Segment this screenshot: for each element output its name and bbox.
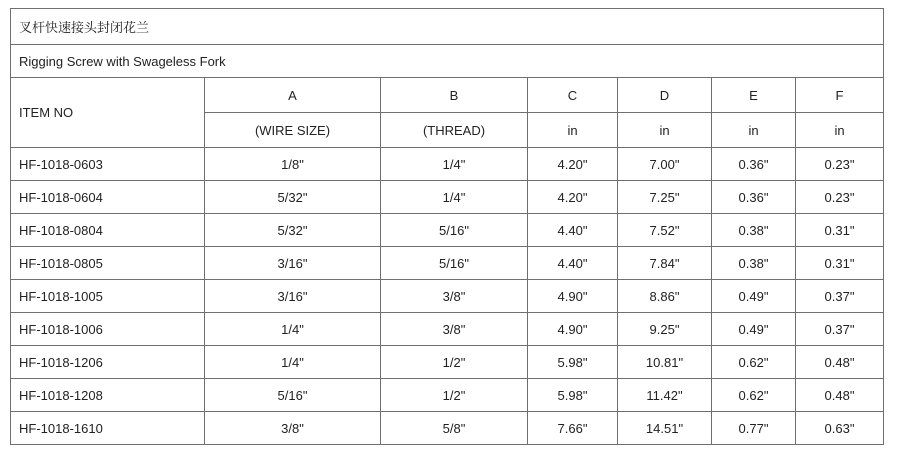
thread-size-cell: 3/8" bbox=[381, 313, 528, 346]
column-header-e: E bbox=[712, 78, 796, 113]
item-number-cell: HF-1018-0805 bbox=[11, 247, 205, 280]
column-header-d: D bbox=[618, 78, 712, 113]
dimension-e-cell: 0.36" bbox=[712, 181, 796, 214]
dimension-d-cell: 14.51" bbox=[618, 412, 712, 445]
table-row bbox=[11, 214, 884, 247]
dimension-e-cell: 0.36" bbox=[712, 148, 796, 181]
subtitle-row bbox=[11, 45, 884, 78]
dimension-e-cell: 0.62" bbox=[712, 379, 796, 412]
column-letter-row bbox=[11, 78, 884, 113]
thread-size-cell: 1/4" bbox=[381, 181, 528, 214]
thread-size-cell: 5/16" bbox=[381, 247, 528, 280]
wire-size-cell: 1/4" bbox=[205, 313, 381, 346]
dimension-f-cell: 0.48" bbox=[796, 346, 884, 379]
dimension-d-cell: 9.25" bbox=[618, 313, 712, 346]
column-header-a: A bbox=[205, 78, 381, 113]
dimension-c-cell: 4.90" bbox=[528, 313, 618, 346]
title-row bbox=[11, 9, 884, 45]
column-header-b: B bbox=[381, 78, 528, 113]
column-unit-d: in bbox=[618, 113, 712, 148]
wire-size-cell: 3/16" bbox=[205, 247, 381, 280]
column-unit-e: in bbox=[712, 113, 796, 148]
column-unit-f: in bbox=[796, 113, 884, 148]
thread-size-cell: 1/4" bbox=[381, 148, 528, 181]
table-row bbox=[11, 412, 884, 445]
dimension-c-cell: 5.98" bbox=[528, 379, 618, 412]
dimension-c-cell: 4.40" bbox=[528, 214, 618, 247]
dimension-d-cell: 7.52" bbox=[618, 214, 712, 247]
dimension-f-cell: 0.37" bbox=[796, 313, 884, 346]
table-row bbox=[11, 148, 884, 181]
dimension-f-cell: 0.63" bbox=[796, 412, 884, 445]
column-unit-c: in bbox=[528, 113, 618, 148]
item-number-cell: HF-1018-0604 bbox=[11, 181, 205, 214]
dimension-d-cell: 11.42" bbox=[618, 379, 712, 412]
column-header-c: C bbox=[528, 78, 618, 113]
dimension-f-cell: 0.48" bbox=[796, 379, 884, 412]
item-number-cell: HF-1018-1208 bbox=[11, 379, 205, 412]
wire-size-cell: 1/4" bbox=[205, 346, 381, 379]
table-row bbox=[11, 379, 884, 412]
dimension-f-cell: 0.31" bbox=[796, 247, 884, 280]
dimension-d-cell: 7.00" bbox=[618, 148, 712, 181]
dimension-c-cell: 4.40" bbox=[528, 247, 618, 280]
dimension-e-cell: 0.38" bbox=[712, 214, 796, 247]
table-title-chinese: 叉杆快速接头封闭花兰 bbox=[11, 9, 884, 45]
wire-size-cell: 3/16" bbox=[205, 280, 381, 313]
table-title-english: Rigging Screw with Swageless Fork bbox=[11, 45, 884, 78]
column-header-f: F bbox=[796, 78, 884, 113]
dimension-e-cell: 0.38" bbox=[712, 247, 796, 280]
column-unit-b: (THREAD) bbox=[381, 113, 528, 148]
thread-size-cell: 1/2" bbox=[381, 379, 528, 412]
dimension-f-cell: 0.31" bbox=[796, 214, 884, 247]
dimension-e-cell: 0.49" bbox=[712, 313, 796, 346]
dimension-d-cell: 7.25" bbox=[618, 181, 712, 214]
item-number-cell: HF-1018-1610 bbox=[11, 412, 205, 445]
dimension-c-cell: 4.90" bbox=[528, 280, 618, 313]
dimension-c-cell: 5.98" bbox=[528, 346, 618, 379]
dimension-d-cell: 7.84" bbox=[618, 247, 712, 280]
dimension-d-cell: 8.86" bbox=[618, 280, 712, 313]
item-number-cell: HF-1018-1206 bbox=[11, 346, 205, 379]
dimension-e-cell: 0.49" bbox=[712, 280, 796, 313]
table-row bbox=[11, 280, 884, 313]
dimension-e-cell: 0.77" bbox=[712, 412, 796, 445]
item-number-cell: HF-1018-1006 bbox=[11, 313, 205, 346]
table-row bbox=[11, 313, 884, 346]
dimension-d-cell: 10.81" bbox=[618, 346, 712, 379]
thread-size-cell: 5/8" bbox=[381, 412, 528, 445]
table-row bbox=[11, 346, 884, 379]
wire-size-cell: 3/8" bbox=[205, 412, 381, 445]
dimension-c-cell: 7.66" bbox=[528, 412, 618, 445]
thread-size-cell: 5/16" bbox=[381, 214, 528, 247]
spec-table bbox=[10, 8, 884, 445]
column-unit-a: (WIRE SIZE) bbox=[205, 113, 381, 148]
wire-size-cell: 5/32" bbox=[205, 181, 381, 214]
dimension-f-cell: 0.23" bbox=[796, 148, 884, 181]
item-number-cell: HF-1018-1005 bbox=[11, 280, 205, 313]
dimension-e-cell: 0.62" bbox=[712, 346, 796, 379]
dimension-f-cell: 0.37" bbox=[796, 280, 884, 313]
thread-size-cell: 1/2" bbox=[381, 346, 528, 379]
dimension-c-cell: 4.20" bbox=[528, 148, 618, 181]
dimension-c-cell: 4.20" bbox=[528, 181, 618, 214]
table-row bbox=[11, 247, 884, 280]
wire-size-cell: 5/16" bbox=[205, 379, 381, 412]
thread-size-cell: 3/8" bbox=[381, 280, 528, 313]
wire-size-cell: 5/32" bbox=[205, 214, 381, 247]
dimension-f-cell: 0.23" bbox=[796, 181, 884, 214]
table-row bbox=[11, 181, 884, 214]
item-no-header: ITEM NO bbox=[11, 78, 205, 148]
item-number-cell: HF-1018-0603 bbox=[11, 148, 205, 181]
item-number-cell: HF-1018-0804 bbox=[11, 214, 205, 247]
wire-size-cell: 1/8" bbox=[205, 148, 381, 181]
